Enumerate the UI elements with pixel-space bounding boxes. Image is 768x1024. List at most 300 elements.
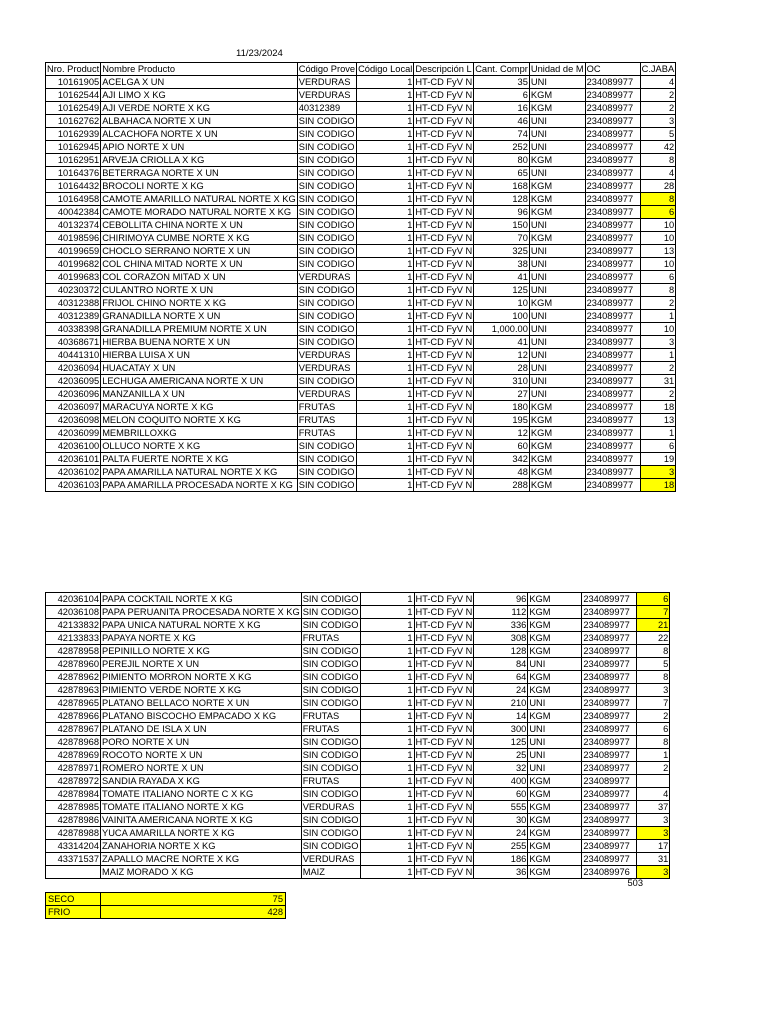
cell-codigo-proveedor: SIN CODIGO <box>297 193 356 206</box>
cell-unidad-medida: UNI <box>529 245 585 258</box>
cell-unidad-medida: KGM <box>529 89 585 102</box>
cell-codigo-proveedor: SIN CODIGO <box>302 659 359 669</box>
cell-descripcion-local: HT-CD FyV N <box>415 672 473 682</box>
cell-codigo-local: 1 <box>357 89 414 102</box>
cell-c-jaba: 18 <box>640 479 676 492</box>
cell-oc: 234089977 <box>582 775 637 788</box>
cell-cantidad-comprada: 125 <box>474 284 530 297</box>
cell-oc: 234089977 <box>582 632 637 645</box>
cell-unidad-medida: UNI <box>528 762 582 775</box>
cell-unidad-medida: KGM <box>528 684 582 697</box>
cell-nro-producto: 42878988 <box>46 827 101 840</box>
cell-nombre-producto: PEPINILLO NORTE X KG <box>101 645 302 658</box>
cell-cantidad-comprada: 12 <box>474 349 530 362</box>
cell-cantidad-comprada: 100 <box>474 310 530 323</box>
cell-nro-producto: 42036102 <box>46 466 101 479</box>
cell-unidad-medida: UNI <box>529 258 585 271</box>
cell-descripcion-local: HT-CD FyV N <box>415 389 473 399</box>
cell-codigo-proveedor: SIN CODIGO <box>297 323 356 336</box>
cell-nombre-producto: CHOCLO SERRANO NORTE X UN <box>101 245 298 258</box>
cell-c-jaba: 1 <box>637 749 670 762</box>
cell-c-jaba: 13 <box>640 414 676 427</box>
table-row <box>46 645 670 658</box>
cell-codigo-proveedor: SIN CODIGO <box>297 154 356 167</box>
cell-nro-producto: 42878962 <box>46 671 101 684</box>
cell-unidad-medida: KGM <box>528 840 582 853</box>
header-nombre-producto: Nombre Producto <box>101 63 298 76</box>
cell-codigo-proveedor: VERDURAS <box>297 76 356 89</box>
cell-c-jaba: 3 <box>637 684 670 697</box>
cell-codigo-proveedor: FRUTAS <box>297 427 356 440</box>
cell-c-jaba: 37 <box>637 801 670 814</box>
cell-unidad-medida: KGM <box>528 671 582 684</box>
cell-codigo-local: 1 <box>357 167 414 180</box>
header-codigo-local: Código Local <box>358 64 413 74</box>
cell-nombre-producto: TOMATE ITALIANO NORTE C X KG <box>101 788 302 801</box>
cell-oc: 234089977 <box>585 219 640 232</box>
cell-descripcion-local: HT-CD FyV N <box>415 633 473 643</box>
cell-descripcion-local: HT-CD FyV N <box>415 789 473 799</box>
cell-codigo-local: 1 <box>357 323 414 336</box>
table-row <box>46 180 676 193</box>
cell-oc: 234089977 <box>582 749 637 762</box>
cell-c-jaba: 19 <box>640 453 676 466</box>
cell-unidad-medida: KGM <box>528 801 582 814</box>
cell-codigo-local: 1 <box>360 697 414 710</box>
cell-nombre-producto: COL CORAZON MITAD X UN <box>101 271 298 284</box>
table-body-part-2 <box>46 593 670 879</box>
cell-descripcion-local: HT-CD FyV N <box>415 363 473 373</box>
cell-nro-producto: 42878960 <box>46 658 101 671</box>
cell-c-jaba: 7 <box>637 697 670 710</box>
cell-nombre-producto: MELON COQUITO NORTE X KG <box>101 414 298 427</box>
cell-nombre-producto: CULANTRO NORTE X UN <box>101 284 298 297</box>
cell-nro-producto: 10162762 <box>46 115 101 128</box>
table-row <box>46 479 676 492</box>
cell-nro-producto: 40230372 <box>46 284 101 297</box>
cell-descripcion-local: HT-CD FyV N <box>415 467 473 477</box>
cell-nombre-producto: ALBAHACA NORTE X UN <box>101 115 298 128</box>
cell-oc: 234089977 <box>585 427 640 440</box>
table-row <box>46 671 670 684</box>
cell-codigo-proveedor: VERDURAS <box>297 388 356 401</box>
cell-oc: 234089977 <box>585 167 640 180</box>
cell-nro-producto: 42878958 <box>46 645 101 658</box>
table-row <box>46 193 676 206</box>
cell-codigo-proveedor: SIN CODIGO <box>302 594 359 604</box>
cell-nombre-producto: PAPA AMARILLA PROCESADA NORTE X KG <box>101 479 298 492</box>
cell-nro-producto: 42036099 <box>46 427 101 440</box>
cell-nombre-producto: CAMOTE AMARILLO NATURAL NORTE X KG <box>102 194 296 204</box>
cell-c-jaba: 6 <box>640 206 676 219</box>
cell-unidad-medida: KGM <box>529 102 585 115</box>
cell-codigo-proveedor: SIN CODIGO <box>297 258 356 271</box>
cell-c-jaba: 2 <box>637 762 670 775</box>
cell-descripcion-local: HT-CD FyV N <box>415 116 473 126</box>
table-row <box>46 736 670 749</box>
cell-oc: 234089977 <box>585 401 640 414</box>
cell-c-jaba: 28 <box>640 180 676 193</box>
cell-descripcion-local: HT-CD FyV N <box>415 620 473 630</box>
cell-codigo-proveedor: SIN CODIGO <box>297 453 356 466</box>
cell-nro-producto: 42878967 <box>46 723 101 736</box>
cell-cantidad-comprada: 27 <box>474 388 530 401</box>
cell-descripcion-local: HT-CD FyV N <box>415 454 473 464</box>
cell-nombre-producto: PAPA PERUANITA PROCESADA NORTE X KG <box>102 607 300 617</box>
cell-codigo-local: 1 <box>360 671 414 684</box>
table-row <box>46 606 670 619</box>
cell-codigo-local: 1 <box>357 479 414 492</box>
table-row <box>46 762 670 775</box>
cell-descripcion-local: HT-CD FyV N <box>415 828 473 838</box>
cell-oc: 234089977 <box>585 310 640 323</box>
cell-unidad-medida: KGM <box>528 814 582 827</box>
cell-cantidad-comprada: 1,000.00 <box>474 323 530 336</box>
cell-codigo-proveedor: SIN CODIGO <box>297 232 356 245</box>
cell-codigo-local: 1 <box>360 775 414 788</box>
cell-oc: 234089977 <box>582 684 637 697</box>
cell-c-jaba: 3 <box>637 866 670 879</box>
cell-oc: 234089977 <box>585 375 640 388</box>
cell-oc: 234089977 <box>585 206 640 219</box>
cell-cantidad-comprada: 288 <box>474 479 530 492</box>
cell-codigo-proveedor: FRUTAS <box>301 723 360 736</box>
cell-codigo-local: 1 <box>360 632 414 645</box>
cell-nro-producto: 10164432 <box>46 180 101 193</box>
cell-nombre-producto: BROCOLI NORTE X KG <box>101 180 298 193</box>
cell-unidad-medida: UNI <box>529 362 585 375</box>
cell-codigo-local: 1 <box>357 102 414 115</box>
cell-c-jaba: 4 <box>640 76 676 89</box>
cell-descripcion-local: HT-CD FyV N <box>415 854 473 864</box>
cell-cantidad-comprada: 342 <box>474 453 530 466</box>
table-row <box>46 362 676 375</box>
cell-c-jaba: 18 <box>640 401 676 414</box>
cell-unidad-medida: UNI <box>529 141 585 154</box>
cell-unidad-medida: KGM <box>529 401 585 414</box>
cell-nombre-producto: MAIZ MORADO X KG <box>101 866 302 879</box>
cell-c-jaba: 4 <box>640 167 676 180</box>
cell-unidad-medida: KGM <box>529 479 585 492</box>
cell-nro-producto: 42133832 <box>46 619 101 632</box>
cell-nro-producto: 10162945 <box>46 141 101 154</box>
cell-nombre-producto: PORO NORTE X UN <box>101 736 302 749</box>
cell-cantidad-comprada: 14 <box>474 710 528 723</box>
header-cantidad-comprada: Cant. Compr <box>475 64 528 74</box>
cell-unidad-medida: KGM <box>528 853 582 866</box>
cell-codigo-local: 1 <box>360 801 414 814</box>
cell-nombre-producto: FRIJOL CHINO NORTE X KG <box>101 297 298 310</box>
cell-nombre-producto: TOMATE ITALIANO NORTE X KG <box>101 801 302 814</box>
cell-codigo-proveedor: SIN CODIGO <box>302 763 359 773</box>
cell-oc: 234089977 <box>585 323 640 336</box>
cell-descripcion-local: HT-CD FyV N <box>415 737 473 747</box>
cell-oc: 234089977 <box>582 697 637 710</box>
cell-c-jaba: 1 <box>640 349 676 362</box>
cell-cantidad-comprada: 96 <box>474 206 530 219</box>
cell-c-jaba: 1 <box>640 427 676 440</box>
cell-codigo-local: 1 <box>360 723 414 736</box>
cell-unidad-medida: UNI <box>529 128 585 141</box>
cell-codigo-proveedor: SIN CODIGO <box>297 206 356 219</box>
cell-c-jaba <box>637 775 670 788</box>
cell-c-jaba: 2 <box>637 710 670 723</box>
summary-label: SECO <box>46 893 101 906</box>
cell-cantidad-comprada: 195 <box>474 414 530 427</box>
cell-descripcion-local: HT-CD FyV N <box>415 750 473 760</box>
cell-codigo-local: 1 <box>360 736 414 749</box>
cell-oc: 234089976 <box>582 866 637 879</box>
cell-oc: 234089977 <box>585 232 640 245</box>
cell-cantidad-comprada: 70 <box>474 232 530 245</box>
cell-nombre-producto: PEREJIL NORTE X UN <box>101 658 302 671</box>
cell-codigo-proveedor: SIN CODIGO <box>297 440 356 453</box>
table-body-part-1 <box>46 76 676 492</box>
cell-c-jaba: 5 <box>640 128 676 141</box>
cell-cantidad-comprada: 252 <box>474 141 530 154</box>
cell-c-jaba: 21 <box>637 619 670 632</box>
cell-unidad-medida: UNI <box>529 323 585 336</box>
cell-codigo-proveedor: SIN CODIGO <box>302 737 359 747</box>
table-row <box>46 102 676 115</box>
cell-codigo-proveedor: SIN CODIGO <box>302 672 359 682</box>
cell-oc: 234089977 <box>585 89 640 102</box>
cell-codigo-proveedor: SIN CODIGO <box>302 815 359 825</box>
cell-nombre-producto: GRANADILLA NORTE X UN <box>101 310 298 323</box>
cell-codigo-proveedor: SIN CODIGO <box>302 685 359 695</box>
cell-codigo-local: 1 <box>360 814 414 827</box>
cell-cantidad-comprada: 38 <box>474 258 530 271</box>
cell-descripcion-local: HT-CD FyV N <box>415 246 473 256</box>
cell-cantidad-comprada: 112 <box>474 606 528 619</box>
cell-nombre-producto: PLATANO BISCOCHO EMPACADO X KG <box>101 710 302 723</box>
cell-descripcion-local: HT-CD FyV N <box>415 415 473 425</box>
cell-unidad-medida: UNI <box>529 310 585 323</box>
cell-codigo-proveedor: FRUTAS <box>297 401 356 414</box>
cell-cantidad-comprada: 308 <box>474 632 528 645</box>
cell-nro-producto: 42036103 <box>46 479 101 492</box>
table-row <box>46 632 670 645</box>
cell-codigo-proveedor: SIN CODIGO <box>302 750 359 760</box>
cell-codigo-local: 1 <box>357 141 414 154</box>
cell-codigo-local: 1 <box>357 245 414 258</box>
cell-c-jaba: 3 <box>640 115 676 128</box>
cell-unidad-medida: KGM <box>529 427 585 440</box>
cell-cantidad-comprada: 80 <box>474 154 530 167</box>
table-row <box>46 723 670 736</box>
table-row <box>46 801 670 814</box>
cell-nombre-producto: AJI LIMO X KG <box>101 89 298 102</box>
cell-unidad-medida: KGM <box>528 775 582 788</box>
cell-descripcion-local: HT-CD FyV N <box>415 776 473 786</box>
cell-oc: 234089977 <box>582 788 637 801</box>
cell-oc: 234089977 <box>582 801 637 814</box>
cell-codigo-local: 1 <box>360 606 414 619</box>
cell-c-jaba: 6 <box>640 440 676 453</box>
cell-cantidad-comprada: 60 <box>474 788 528 801</box>
cell-unidad-medida: KGM <box>528 593 582 606</box>
cell-nombre-producto: MANZANILLA X UN <box>101 388 298 401</box>
cell-cantidad-comprada: 48 <box>474 466 530 479</box>
cell-descripcion-local: HT-CD FyV N <box>415 90 473 100</box>
cell-cantidad-comprada: 24 <box>474 827 528 840</box>
cell-cantidad-comprada: 186 <box>474 853 528 866</box>
cell-oc: 234089977 <box>582 645 637 658</box>
cell-codigo-local: 1 <box>360 645 414 658</box>
cell-nombre-producto: PLATANO BELLACO NORTE X UN <box>101 697 302 710</box>
cell-codigo-local: 1 <box>360 853 414 866</box>
cell-unidad-medida: UNI <box>528 723 582 736</box>
cell-nro-producto: 43314204 <box>46 840 101 853</box>
cell-nro-producto: 42036095 <box>46 375 101 388</box>
table-row <box>46 245 676 258</box>
cell-codigo-proveedor: MAIZ <box>301 866 360 879</box>
cell-oc: 234089977 <box>585 128 640 141</box>
cell-nro-producto: 10162544 <box>46 89 101 102</box>
cell-codigo-proveedor: VERDURAS <box>297 362 356 375</box>
cell-oc: 234089977 <box>585 362 640 375</box>
cell-c-jaba: 4 <box>637 788 670 801</box>
cell-cantidad-comprada: 36 <box>474 866 528 879</box>
product-table-part-1 <box>45 62 676 492</box>
cell-unidad-medida: UNI <box>529 336 585 349</box>
cell-codigo-local: 1 <box>357 206 414 219</box>
cell-cantidad-comprada: 41 <box>474 336 530 349</box>
cell-c-jaba: 3 <box>637 814 670 827</box>
cell-c-jaba: 10 <box>640 219 676 232</box>
cell-nombre-producto: ZAPALLO MACRE NORTE X KG <box>101 853 302 866</box>
table-row <box>46 141 676 154</box>
cell-nro-producto: 40368671 <box>46 336 101 349</box>
cell-cantidad-comprada: 128 <box>474 645 528 658</box>
cell-codigo-proveedor: SIN CODIGO <box>297 297 356 310</box>
cell-descripcion-local: HT-CD FyV N <box>415 77 473 87</box>
table-row <box>46 619 670 632</box>
cell-nro-producto: 10162549 <box>46 102 101 115</box>
jaba-total: 503 <box>627 878 643 888</box>
cell-unidad-medida: UNI <box>528 749 582 762</box>
cell-unidad-medida: UNI <box>529 115 585 128</box>
cell-c-jaba: 10 <box>640 258 676 271</box>
cell-unidad-medida: KGM <box>528 788 582 801</box>
cell-c-jaba: 13 <box>640 245 676 258</box>
cell-nro-producto: 42878963 <box>46 684 101 697</box>
cell-oc: 234089977 <box>582 710 637 723</box>
table-row <box>46 349 676 362</box>
cell-codigo-proveedor: SIN CODIGO <box>297 479 356 492</box>
cell-cantidad-comprada: 84 <box>474 658 528 671</box>
table-row <box>46 284 676 297</box>
cell-nro-producto: 42036101 <box>46 453 101 466</box>
table-row <box>46 788 670 801</box>
cell-nombre-producto: ROMERO NORTE X UN <box>101 762 302 775</box>
cell-codigo-local: 1 <box>357 154 414 167</box>
table-row <box>46 232 676 245</box>
table-row <box>46 401 676 414</box>
cell-c-jaba: 2 <box>640 362 676 375</box>
cell-cantidad-comprada: 168 <box>474 180 530 193</box>
cell-unidad-medida: UNI <box>529 349 585 362</box>
cell-c-jaba: 3 <box>640 336 676 349</box>
table-row <box>46 258 676 271</box>
cell-descripcion-local: HT-CD FyV N <box>415 594 473 604</box>
cell-c-jaba: 6 <box>637 723 670 736</box>
cell-nro-producto: 40132374 <box>46 219 101 232</box>
cell-descripcion-local: HT-CD FyV N <box>415 607 473 617</box>
cell-c-jaba: 22 <box>637 632 670 645</box>
cell-nro-producto: 40199683 <box>46 271 101 284</box>
cell-nombre-producto: PALTA FUERTE NORTE X KG <box>101 453 298 466</box>
cell-unidad-medida: KGM <box>529 466 585 479</box>
cell-nro-producto: 10164376 <box>46 167 101 180</box>
cell-oc: 234089977 <box>582 814 637 827</box>
table-row <box>46 440 676 453</box>
cell-cantidad-comprada: 30 <box>474 814 528 827</box>
cell-nro-producto: 10162939 <box>46 128 101 141</box>
table-row <box>46 89 676 102</box>
table-row <box>46 167 676 180</box>
cell-nombre-producto: ALCACHOFA NORTE X UN <box>101 128 298 141</box>
cell-codigo-local: 1 <box>357 76 414 89</box>
cell-oc: 234089977 <box>585 414 640 427</box>
cell-nombre-producto: GRANADILLA PREMIUM NORTE X UN <box>101 323 298 336</box>
summary-label: FRIO <box>46 906 101 919</box>
cell-c-jaba: 3 <box>637 827 670 840</box>
cell-unidad-medida: UNI <box>529 388 585 401</box>
cell-codigo-local: 1 <box>357 115 414 128</box>
cell-c-jaba: 2 <box>640 102 676 115</box>
cell-codigo-local: 1 <box>357 310 414 323</box>
cell-descripcion-local: HT-CD FyV N <box>415 181 473 191</box>
cell-nombre-producto: MARACUYA NORTE X KG <box>101 401 298 414</box>
summary-value: 428 <box>101 906 286 919</box>
cell-unidad-medida: UNI <box>528 736 582 749</box>
cell-codigo-local: 1 <box>357 466 414 479</box>
cell-cantidad-comprada: 24 <box>474 684 528 697</box>
cell-descripcion-local: HT-CD FyV N <box>415 233 473 243</box>
cell-codigo-proveedor: SIN CODIGO <box>302 789 359 799</box>
cell-nro-producto: 40338398 <box>46 323 101 336</box>
table-row <box>46 297 676 310</box>
cell-unidad-medida: KGM <box>529 297 585 310</box>
cell-codigo-local: 1 <box>360 788 414 801</box>
cell-unidad-medida: UNI <box>528 658 582 671</box>
cell-cantidad-comprada: 255 <box>474 840 528 853</box>
cell-descripcion-local: HT-CD FyV N <box>415 698 473 708</box>
cell-nro-producto: 42036100 <box>46 440 101 453</box>
summary-row-seco <box>46 893 286 906</box>
table-row <box>46 453 676 466</box>
cell-cantidad-comprada: 310 <box>474 375 530 388</box>
cell-codigo-proveedor: SIN CODIGO <box>302 828 359 838</box>
table-row <box>46 76 676 89</box>
cell-descripcion-local: HT-CD FyV N <box>415 480 473 490</box>
cell-c-jaba: 31 <box>640 375 676 388</box>
cell-cantidad-comprada: 64 <box>474 671 528 684</box>
cell-codigo-proveedor: SIN CODIGO <box>302 620 359 630</box>
cell-c-jaba: 8 <box>640 154 676 167</box>
cell-codigo-local: 1 <box>357 453 414 466</box>
table-row <box>46 271 676 284</box>
cell-nombre-producto: COL CHINA MITAD NORTE X UN <box>101 258 298 271</box>
cell-nro-producto: 42036104 <box>46 593 101 606</box>
cell-oc: 234089977 <box>585 297 640 310</box>
cell-c-jaba: 2 <box>640 388 676 401</box>
table-row <box>46 710 670 723</box>
cell-unidad-medida: UNI <box>529 167 585 180</box>
cell-codigo-local: 1 <box>357 414 414 427</box>
cell-descripcion-local: HT-CD FyV N <box>415 285 473 295</box>
